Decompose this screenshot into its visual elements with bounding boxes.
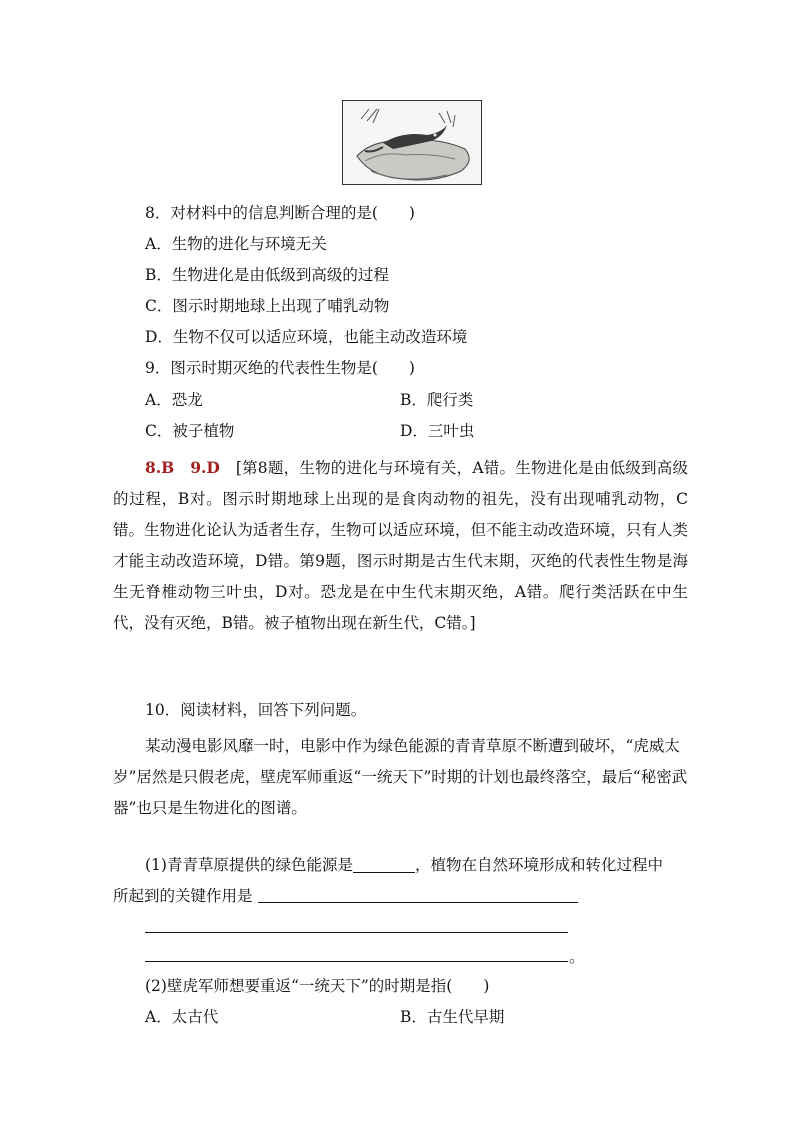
q8-option-b: B．生物进化是由低级到高级的过程 — [145, 266, 389, 284]
answer-blank-2[interactable] — [258, 902, 578, 903]
answer-explanation — [113, 452, 688, 639]
q9-option-a: A．恐龙 — [145, 391, 203, 409]
q10-sub1-line2 — [113, 886, 253, 906]
answer-blank-1[interactable] — [353, 856, 415, 873]
q8-option-a: A．生物的进化与环境无关 — [145, 235, 327, 253]
q9-option-d: D．三叶虫 — [400, 422, 475, 440]
answer-text: [第8题，生物的进化与环境有关，A错。生物进化是由低级到高级的过程，B对。图示时期地球上出现的是食肉动物的祖先，没有出现哺乳动物，C错。生物进化论认为适者生存，生物可以适应环境，但不能主动改造环境，只有人类才能主动改造环境，D错。第9题，图示时期是古生代末期，灭绝的代表性生物是海生无脊椎动物三叶虫，D对。恐龙是在中生代末期灭绝，A错。爬行类活跃在中生代，没有灭绝，B错。被子植物出现在新生代，C错。] — [113, 459, 688, 632]
q8-stem: 8．对材料中的信息判断合理的是( ) — [145, 204, 415, 222]
q10-sub2-option-a: A．太古代 — [145, 1008, 219, 1026]
sub1-period: 。 — [569, 948, 585, 966]
q10-stem: 10．阅读材料，回答下列问题。 — [145, 701, 367, 719]
q10-sub1-part-a: (1)青青草原提供的绿色能源是 — [145, 856, 353, 874]
q10-sub1-line — [145, 855, 663, 875]
q9-option-b: B．爬行类 — [400, 391, 474, 409]
fossil-figure — [342, 100, 482, 185]
answer-key: 8.B 9.D — [145, 458, 220, 477]
q10-sub1-part-c: 所起到的关键作用是 — [113, 887, 253, 905]
answer-blank-4[interactable] — [145, 961, 568, 962]
q10-material: 某动漫电影风靡一时，电影中作为绿色能源的青青草原不断遭到破坏，“虎威太岁”居然是只假老虎，壁虎军师重返“一统天下”时期的计划也最终落空，最后“秘密武器”也只是生物进化的图谱。 — [113, 737, 688, 817]
q8-option-c: C．图示时期地球上出现了哺乳动物 — [145, 297, 390, 315]
q10-sub2-option-b: B．古生代早期 — [400, 1008, 505, 1026]
animal-in-hand-illustration — [343, 101, 482, 185]
q9-stem: 9．图示时期灭绝的代表性生物是( ) — [145, 359, 415, 377]
q8-option-d: D．生物不仅可以适应环境，也能主动改造环境 — [145, 328, 468, 346]
q9-option-c: C．被子植物 — [145, 422, 235, 440]
q10-sub1-part-b: ，植物在自然环境形成和转化过程中 — [414, 856, 663, 874]
q10-sub2-stem: (2)壁虎军师想要重返“一统天下”的时期是指( ) — [145, 977, 490, 995]
answer-blank-3[interactable] — [145, 932, 568, 933]
